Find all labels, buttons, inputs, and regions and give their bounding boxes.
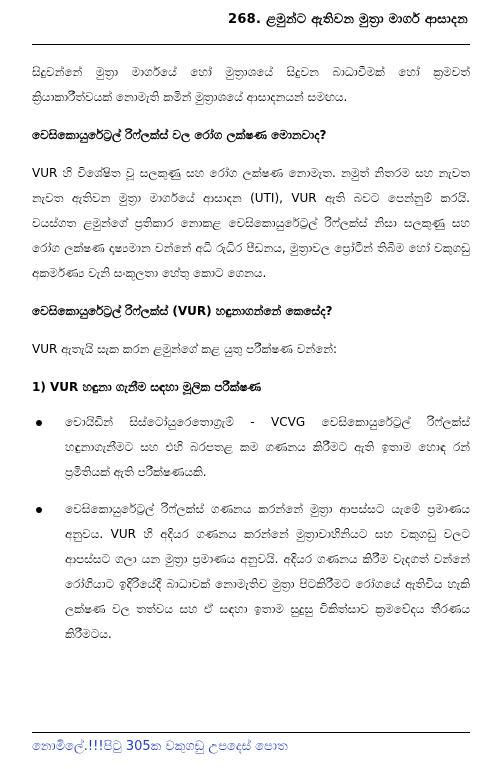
list-item	[32, 410, 470, 485]
symptoms-paragraph: VUR හි විශේෂිත වූ සලකුණු සහ රෝග ලක්ෂණ නොමැත. නමුත් නිතරම සහ නැවත නැවත ඇතිවන මුත්‍රා මාර්ගයේ ආසාදන (UTI), VUR ඇති බවට පෙන්නුම් කරයි. වයස්ගත ළමුන්ගේ ප්‍රතිකාර නොකළ වෙසිකොයුරේට්‍රල් රිෆ්ලක්ස් නිසා සලකුණු සහ රෝග ලක්ෂණ දෘෂ්‍යමාන වන්නේ අධි රුධිර පීඩනය, මුත්‍රාවල ප්‍රෝටීන් තිබීම හෝ වකුගඩු අකර්මණ්‍ය වැනි සංකූලතා හේතු කොට ගෙනය.	[32, 166, 470, 280]
intro-paragraph: සිදුවන්නේ මුත්‍රා මාර්ගයේ හෝ මුත්‍රාශයේ සිදුවන බාධාවීමක් හෝ ක්‍රමවත් ක්‍රියාකාරීත්වයක් නොමැති කමින් මුත්‍රාශයේ ආසාදනයන් සමඟය.	[32, 65, 470, 104]
test-list	[32, 410, 470, 647]
page-header	[32, 4, 470, 45]
page-footer	[32, 732, 470, 754]
section-heading-diagnosis: වෙසිකොයුරේට්‍රල් රිෆ්ලක්ස් (VUR) හඳුනාගන්නේ කෙසේද?	[32, 304, 333, 318]
list-item-text: වොයිඩින් සිස්ටෝයුරෙතොග්‍රැම් - VCVG වෙසිකොයුරේට්‍රල් රිෆ්ලක්ස් හඳුනාගැනීමට සහ එහි බරපතළ කම ගණනය කිරීමට ඇති ඉතාම හොඳ රන් ප්‍රමිතියක් ඇති පරීක්ෂණයකි.	[65, 415, 470, 479]
footer-link-text: නොමිලේ.!!!පිටු 305ක වකුගඩු උපදෙස් පොත	[32, 739, 288, 754]
section-heading-symptoms: වෙසිකොයුරේට්‍රල් රිෆ්ලක්ස් වල රෝග ලක්ෂණ මොනවාද?	[32, 128, 327, 142]
list-item-text: වෙසිකොයුරේට්‍රල් රිෆ්ලක්ස් ගණනය කරන්නේ මුත්‍රා ආපස්සට යැමේ ප්‍රමාණය අනුවය. VUR හි අදියර ගණනය කරන්නේ මුත්‍රාවාහිනියට සහ වකුගඩු වලට ආපස්සට ගලා යන මුත්‍රා ප්‍රමාණය අනුවයි. අදියර ගණනය කිරීම වැදගත් වන්නේ රෝගියාට ඉදිරියේදී බාධාවක් නොමැතිව මුත්‍රා පිටකිරීමට රෝගයේ ඇතිවිය හැකි ලක්ෂණ වල තත්වය සහ ඒ සඳහා ඉතාම සුදුසු චිකිත්සාව ක්‍රමවේදය තීරණය කිරීමටය.	[65, 502, 470, 641]
list-item	[32, 497, 470, 647]
bullet-icon	[36, 507, 42, 513]
subsection-heading-basic-tests: 1) VUR හඳුනා ගැනීම සඳහා මූලික පරීක්ෂණ	[32, 380, 262, 394]
page-content	[32, 60, 470, 659]
diagnosis-paragraph: VUR ඇතැයි සැක කරන ළමුන්ගේ කළ යුතු පරීක්ෂණ වන්නේ:	[32, 342, 338, 356]
bullet-icon	[36, 420, 42, 426]
page-header-title: 268. ළමුන්ට ඇතිවන මුත්‍රා මාර්ග ආසාදන	[227, 12, 468, 27]
